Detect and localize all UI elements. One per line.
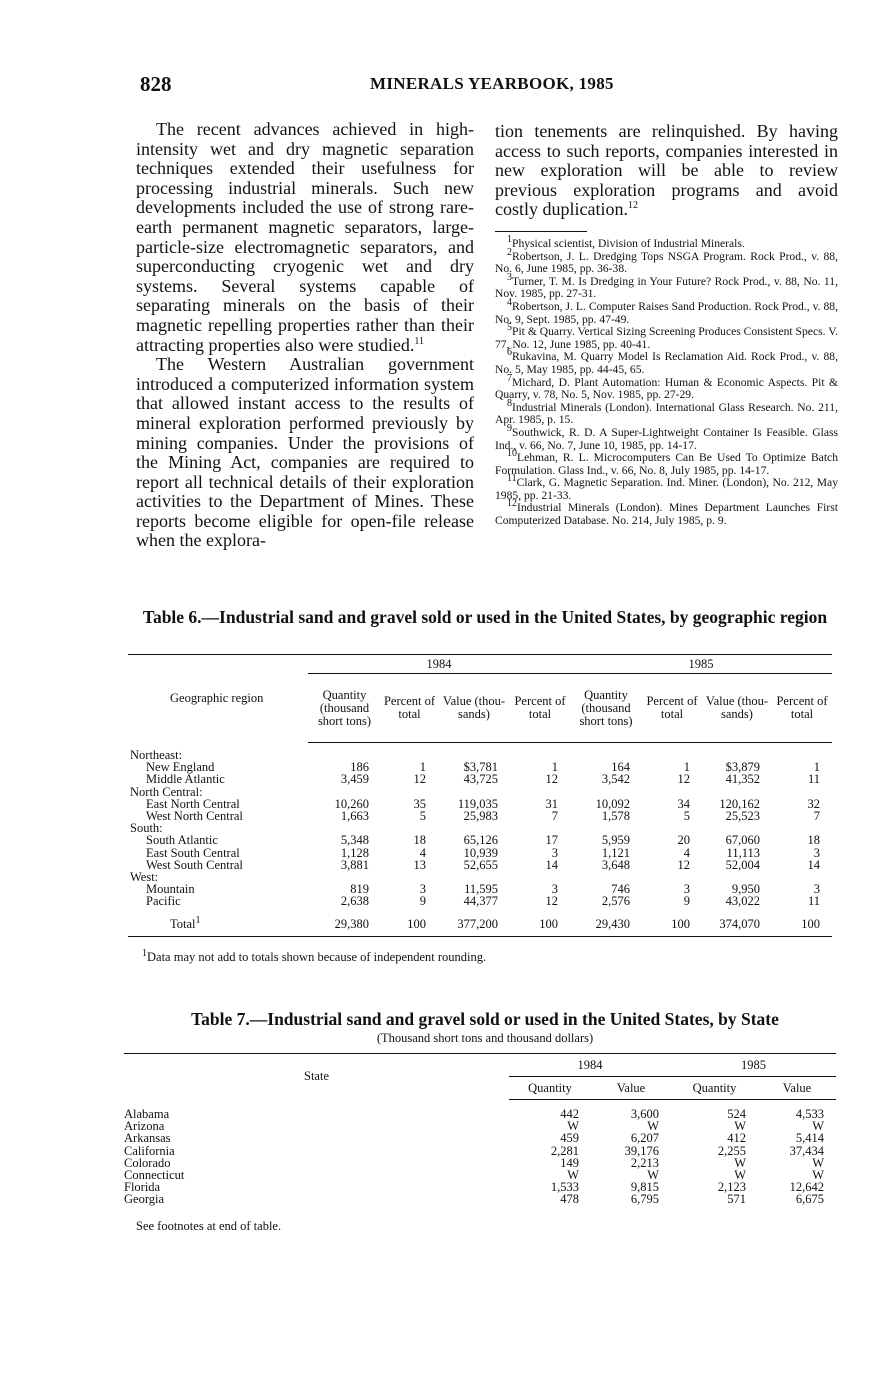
footnote-item: $^5$Pit & Quarry. Vertical Sizing Screening Produces Consistent Specs. V. 77, No. 12, June 1985, pp. 40-41. (495, 322, 838, 351)
footnote-item: $^4$Robertson, J. L. Computer Raises Sand Production. Rock Prod., v. 88, No. 9, Sept. 1985, pp. 47-49. (495, 297, 838, 326)
table6-header-value: Value (thou- sands) (438, 674, 510, 743)
table6-total-cell: 29,430 (570, 918, 642, 937)
table7-header-qty: Quantity (671, 1077, 758, 1100)
table6-cell (510, 749, 570, 761)
table6-cell: 35 (413, 796, 426, 811)
table6-cell: 2,576 (601, 894, 630, 909)
table6-cell: 17 (545, 833, 558, 848)
table6-cell (642, 786, 702, 798)
table6-cell: 3 (813, 882, 820, 897)
table6-cell: 12 (413, 772, 426, 787)
table6-cell: 3,542 (601, 772, 630, 787)
table6-row (128, 859, 832, 871)
table6-row-label: East South Central (146, 845, 240, 860)
table6-cell (381, 822, 438, 834)
footnotes (495, 234, 838, 528)
table6-cell: 12 (545, 772, 558, 787)
table7-state: Arkansas (124, 1131, 171, 1146)
table6-cell: 12 (677, 857, 690, 872)
table6-total-cell: 100 (381, 918, 438, 937)
table6-cell: 44,377 (463, 894, 498, 909)
table6-cell: 2,638 (340, 894, 369, 909)
table6-cell: 67,060 (725, 833, 760, 848)
footnote-item: $^{10}$Lehman, R. L. Microcomputers Can Be Used To Optimize Batch Formulation. Glass Ind., v. 66, No. 8, July 1985, pp. 14-17. (495, 448, 838, 477)
table7-cell: 6,795 (630, 1192, 659, 1207)
table6-row-label: West: (130, 870, 159, 885)
table6-cell: 4 (683, 845, 690, 860)
table6-cell: 10,939 (463, 845, 498, 860)
table6-cell: 3 (683, 882, 690, 897)
running-head: MINERALS YEARBOOK, 1985 (370, 74, 614, 93)
table7-header-state: State (124, 1054, 509, 1100)
table6-row (128, 895, 832, 907)
table7-cell: 412 (727, 1131, 746, 1146)
table6-cell (510, 786, 570, 798)
table6-cell: 1,663 (340, 809, 369, 824)
table6-cell: 43,725 (463, 772, 498, 787)
table7-header-year2: 1985 (671, 1054, 836, 1077)
table6-cell: 1,128 (340, 845, 369, 860)
table6-cell: 7 (551, 809, 558, 824)
table6-cell: 11 (807, 894, 820, 909)
table6-total-cell: 374,070 (702, 918, 772, 937)
table7-note: See footnotes at end of table. (136, 1219, 282, 1233)
table6-cell: 4 (419, 845, 426, 860)
table6-cell (308, 786, 381, 798)
table6-cell: 9,950 (731, 882, 760, 897)
table6-cell (381, 786, 438, 798)
table6-cell: 1,578 (601, 809, 630, 824)
table6-cell: 1 (551, 760, 558, 775)
table7-cell: 478 (560, 1192, 579, 1207)
table6-cell: 43,022 (725, 894, 760, 909)
table7-title: Table 7.—Industrial sand and gravel sold or used in the United States, by State (191, 1009, 779, 1029)
table6-cell: 25,983 (463, 809, 498, 824)
footnote-item: $^6$Rukavina, M. Quarry Model Is Reclamation Aid. Rock Prod., v. 88, No. 5, May 1985, pp. 44-45, 65. (495, 347, 838, 376)
table6-header-value: Value (thou- sands) (702, 674, 772, 743)
table6-cell: 1 (683, 760, 690, 775)
table6-cell: 10,260 (334, 796, 369, 811)
table6-cell: 7 (813, 809, 820, 824)
footnote-ref: 11 (414, 335, 425, 347)
table6-cell: 25,523 (725, 809, 760, 824)
table6-cell: 34 (677, 796, 690, 811)
table6-cell (438, 786, 510, 798)
table6-cell: 120,162 (719, 796, 760, 811)
table6-cell: 186 (350, 760, 369, 775)
table6-cell (772, 871, 832, 883)
table6-cell: 164 (611, 760, 630, 775)
table7-cell: 2,281 (550, 1143, 579, 1158)
table7-cell: W (812, 1168, 824, 1183)
table7-row (124, 1108, 836, 1120)
footnote-item: $^9$Southwick, R. D. A Super-Lightweight Container Is Feasible. Glass Ind., v. 66, No. 7, June 10, 1985, pp. 14-17. (495, 423, 838, 452)
table7-state: California (124, 1143, 175, 1158)
table6-row-label: Middle Atlantic (146, 772, 225, 787)
table6-cell (570, 871, 642, 883)
table6-cell (308, 871, 381, 883)
table7-row (124, 1193, 836, 1205)
table7-row (124, 1157, 836, 1169)
table7 (124, 1053, 836, 1206)
table7-cell: 2,255 (717, 1143, 746, 1158)
table6-cell (308, 749, 381, 761)
table7-cell: 442 (560, 1107, 579, 1121)
table6-cell (642, 822, 702, 834)
table6-total-cell: 100 (642, 918, 702, 937)
footnote-item: $^{11}$Clark, G. Magnetic Separation. Ind. Miner. (London), No. 212, May 1985, pp. 21-33. (495, 473, 838, 502)
footnote-item: $^{12}$Industrial Minerals (London). Mines Department Launches First Computerized Database. No. 214, July 1985, p. 9. (495, 498, 838, 528)
table6-cell (772, 822, 832, 834)
table6-cell: 3 (813, 845, 820, 860)
page-number: 828 (140, 72, 172, 96)
table6-cell: 3,881 (340, 857, 369, 872)
table6-cell: 819 (350, 882, 369, 897)
table6-header-pct: Percent of total (642, 674, 702, 743)
table6-row-label: West South Central (146, 857, 243, 872)
table6-row-label: Northeast: (130, 748, 183, 762)
table7-cell: 5,414 (795, 1131, 824, 1146)
table7-row (124, 1145, 836, 1157)
table6-row-label: South: (130, 821, 163, 836)
table7-subtitle: (Thousand short tons and thousand dollars) (376, 1031, 594, 1045)
table6-cell (381, 871, 438, 883)
table6-cell (702, 786, 772, 798)
table6-cell: 9 (683, 894, 690, 909)
table6-cell: 1,121 (601, 845, 630, 860)
table7-state: Arizona (124, 1119, 165, 1134)
table6-cell: $3,781 (463, 760, 498, 775)
table6-header-pct: Percent of total (510, 674, 570, 743)
table6-row-label: West North Central (146, 809, 243, 824)
table7-header-value: Value (591, 1077, 671, 1100)
table7-cell: 9,815 (630, 1180, 659, 1195)
table7-header-qty: Quantity (509, 1077, 591, 1100)
footnote-item: $^8$Industrial Minerals (London). International Glass Research. No. 211, Apr. 1985, p. 15. (495, 397, 838, 427)
table7-row (124, 1132, 836, 1144)
table6-cell: 41,352 (725, 772, 760, 787)
table6-title: Table 6.—Industrial sand and gravel sold or used in the United States, by geographic region (142, 607, 828, 627)
table7-cell: 1,533 (550, 1180, 579, 1195)
table6-cell: 3,648 (601, 857, 630, 872)
footnote-item: $^1$Physical scientist, Division of Industrial Minerals. (507, 234, 745, 250)
table6-cell: 18 (807, 833, 820, 848)
table6-cell: 13 (413, 857, 426, 872)
table6-header-year2: 1985 (570, 655, 832, 674)
table7-cell: 4,533 (795, 1107, 824, 1121)
table7-cell: W (734, 1119, 746, 1134)
table6-total-cell: 100 (510, 918, 570, 937)
paragraph-magnetic-separation: The recent advances achieved in high-intensity wet and dry magnetic separation techniques extended their usefulness for processing industrial minerals. Such new developments included the use of strong rare-earth permanent magnetic separators, large-particle-size electromagnetic separators, and superconducting cryogenic wet and dry systems. Several systems capable of separating minerals on the basis of their magnetic repelling properties rather than their attracting properties also were studied.$^{11}$ (136, 119, 474, 355)
table6-row-label: South Atlantic (146, 833, 218, 848)
table7-cell: 459 (560, 1131, 579, 1146)
table6-cell: 32 (807, 796, 820, 811)
table6-row-label: North Central: (130, 784, 203, 799)
table7-cell: W (567, 1168, 579, 1183)
table6-header-qty: Quantity (thousand short tons) (570, 674, 642, 743)
table6-cell (642, 749, 702, 761)
table6 (128, 654, 832, 937)
table7-cell: W (567, 1119, 579, 1134)
table7-cell: 37,434 (789, 1143, 824, 1158)
table7-cell: W (647, 1119, 659, 1134)
table6-cell: 5 (419, 809, 426, 824)
table6-row-label: Mountain (146, 882, 195, 897)
table6-cell: 14 (545, 857, 558, 872)
table7-cell: 3,600 (630, 1107, 659, 1121)
table6-total-cell: 377,200 (438, 918, 510, 937)
table7-cell: 524 (727, 1107, 746, 1121)
table6-cell: 5,348 (340, 833, 369, 848)
table6-cell (570, 786, 642, 798)
footnote-item: $^3$Turner, T. M. Is Dredging in Your Future? Rock Prod., v. 88, No. 11, Nov. 1985, pp. 27-31. (495, 271, 838, 301)
paragraph-western-australia: The Western Australian government introduced a computerized information system that allowed instant access to the results of mineral exploration performed previously by mining companies. Under the provisions of the Mining Act, companies are required to report all technical details of their exploration activities to the Department of Mines. These reports become eligible for open-file release when the explora- (136, 354, 474, 551)
table6-row (128, 810, 832, 822)
table6-cell: 10,092 (595, 796, 630, 811)
table6-cell: 11,595 (464, 882, 498, 897)
table6-row (128, 834, 832, 846)
table6-row (128, 847, 832, 859)
table6-header-pct: Percent of total (381, 674, 438, 743)
table6-row-label: Pacific (146, 894, 181, 909)
table7-header-value: Value (758, 1077, 836, 1100)
table6-cell: 1 (419, 760, 426, 775)
table7-cell: 39,176 (624, 1143, 659, 1158)
table6-cell: 3 (551, 882, 558, 897)
table7-cell: W (812, 1119, 824, 1134)
right-column (495, 122, 838, 220)
table6-cell: 9 (419, 894, 426, 909)
table7-cell: 571 (727, 1192, 746, 1207)
table7-cell: 2,213 (630, 1155, 659, 1170)
table6-cell (772, 749, 832, 761)
table6-cell: 11 (807, 772, 820, 787)
table7-cell: 6,675 (795, 1192, 824, 1207)
table7-header-year1: 1984 (509, 1054, 671, 1077)
table6-row-label: New England (146, 760, 215, 775)
table6-cell: $3,879 (725, 760, 760, 775)
table6-header-region: Geographic region (128, 655, 308, 743)
table6-cell (510, 871, 570, 883)
table6-header-pct: Percent of total (772, 674, 832, 743)
footnote-rule (495, 231, 587, 232)
table6-cell (510, 822, 570, 834)
table6-cell: 65,126 (463, 833, 498, 848)
table7-state: Connecticut (124, 1168, 185, 1183)
table7-cell: W (734, 1155, 746, 1170)
table6-cell: 31 (545, 796, 558, 811)
table6-footnote: $^1$Data may not add to totals shown because of independent rounding. (142, 947, 487, 964)
table6-cell (772, 786, 832, 798)
table6-cell: 3 (551, 845, 558, 860)
table7-cell: 149 (560, 1155, 579, 1170)
left-column (136, 120, 474, 551)
table7-cell: W (734, 1168, 746, 1183)
table6-cell: 20 (677, 833, 690, 848)
table6-cell: 11,113 (726, 845, 760, 860)
table6-cell: 3 (419, 882, 426, 897)
table6-cell: 1 (813, 760, 820, 775)
table6-cell: 52,655 (463, 857, 498, 872)
table6-cell: 12 (545, 894, 558, 909)
table6-cell: 5 (683, 809, 690, 824)
table7-state: Georgia (124, 1192, 165, 1207)
table6-cell: 52,004 (725, 857, 760, 872)
table7-state: Florida (124, 1180, 161, 1195)
table6-total-cell: 100 (772, 918, 832, 937)
table6-cell: 12 (677, 772, 690, 787)
paragraph-continued: tion tenements are relinquished. By having access to such reports, companies interested in new exploration will be able to review previous exploration programs and avoid costly duplication.$^{12}$ (495, 121, 838, 220)
table6-cell (570, 749, 642, 761)
footnote-ref: 12 (627, 200, 638, 212)
table7-cell: 12,642 (789, 1180, 824, 1195)
table6-cell: 746 (611, 882, 630, 897)
table6-total-row (128, 918, 832, 937)
table6-row (128, 773, 832, 785)
table6-cell: 3,459 (340, 772, 369, 787)
table7-cell: W (812, 1155, 824, 1170)
table6-cell: 18 (413, 833, 426, 848)
table6-header-qty: Quantity (thousand short tons) (308, 674, 381, 743)
table6-header-year1: 1984 (308, 655, 570, 674)
table7-cell: 2,123 (717, 1180, 746, 1195)
footnote-item: $^7$Michard, D. Plant Automation: Human & Economic Aspects. Pit & Quarry, v. 78, No. 5, Nov. 1985, pp. 27-29. (495, 372, 838, 402)
table6-total-cell: 29,380 (308, 918, 381, 937)
table6-cell: 119,035 (457, 796, 498, 811)
table7-state: Colorado (124, 1155, 171, 1170)
footnote-item: $^2$Robertson, J. L. Dredging Tops NSGA Program. Rock Prod., v. 88, No. 6, June 1985, pp. 36-38. (495, 246, 838, 276)
table7-cell: W (647, 1168, 659, 1183)
table6-cell (381, 749, 438, 761)
table6-row (128, 786, 832, 798)
table7-cell: 6,207 (630, 1131, 659, 1146)
table6-cell (642, 871, 702, 883)
table6-row-label: East North Central (146, 796, 240, 811)
table6-cell: 5,959 (601, 833, 630, 848)
table7-state: Alabama (124, 1107, 170, 1121)
table6-cell: 14 (807, 857, 820, 872)
table6-total-label: Total$^1$ (128, 918, 308, 937)
